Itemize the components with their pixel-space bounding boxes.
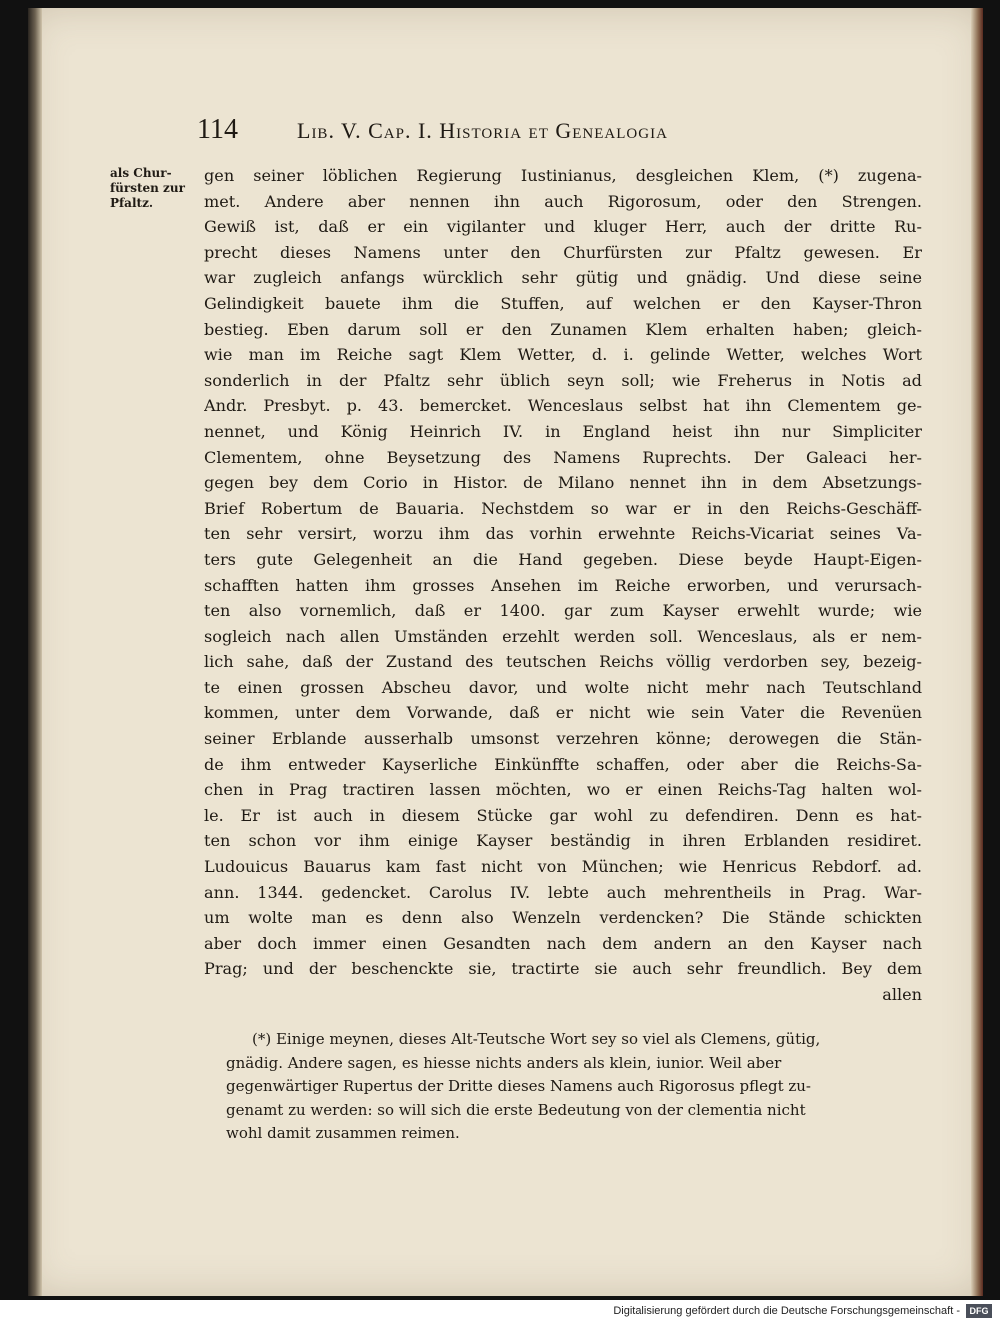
footnote-line: genamt zu werden: so will sich die erste Bedeutung von der clementia nicht	[226, 1100, 806, 1119]
body-line: le. Er ist auch in diesem Stücke gar wohl zu defendiren. Denn es hat-	[204, 805, 922, 825]
body-line: Clementem, ohne Beysetzung des Namens Ruprechts. Der Galeaci her-	[204, 447, 922, 467]
margin-note-line: Pfaltz.	[110, 196, 154, 210]
body-line: kommen, unter dem Vorwande, daß er nicht wie sein Vater die Revenüen	[204, 703, 922, 723]
body-line: Ludouicus Bauarus kam fast nicht von München; wie Henricus Rebdorf. ad.	[204, 857, 922, 877]
running-head-title: Lib. V. Cap. I. Historia et Genealogia	[297, 118, 668, 143]
body-line: sonderlich in der Pfaltz sehr üblich seyn soll; wie Freherus in Notis ad	[204, 370, 922, 390]
body-line: lich sahe, daß der Zustand des teutschen Reichs völlig verdorben sey, bezeig-	[204, 652, 922, 672]
body-line: met. Andere aber nennen ihn auch Rigorosum, oder den Strengen.	[204, 191, 922, 211]
page-number: 114	[197, 114, 238, 145]
footnote-line: (*) Einige meynen, dieses Alt-Teutsche Wort sey so viel als Clemens, gütig,	[252, 1030, 821, 1048]
margin-note-line: als Chur-	[110, 166, 172, 180]
body-line: ters gute Gelegenheit an die Hand gegeben. Diese beyde Haupt-Eigen-	[204, 549, 922, 569]
body-line: schafften hatten ihm grosses Ansehen im Reiche erworben, und verursach-	[204, 575, 922, 595]
body-line: aber doch immer einen Gesandten nach dem andern an den Kayser nach	[204, 933, 922, 953]
body-line: Gelindigkeit bauete ihm die Stuffen, auf welchen er den Kayser-Thron	[204, 293, 922, 313]
body-line: bestieg. Eben darum soll er den Zunamen Klem erhalten haben; gleich-	[204, 319, 922, 339]
footnote	[226, 1028, 926, 1146]
body-line: Prag; und der beschenckte sie, tractirte sie auch sehr freundlich. Bey dem	[204, 959, 922, 979]
body-line: Gewiß ist, daß er ein vigilanter und kluger Herr, auch der dritte Ru-	[204, 217, 922, 237]
margin-note	[110, 166, 210, 211]
body-line: gen seiner löblichen Regierung Iustinianus, desgleichen Klem, (*) zugena-	[204, 166, 922, 185]
footnote-line: gegenwärtiger Rupertus der Dritte dieses Namens auch Rigorosus pflegt zu-	[226, 1077, 811, 1095]
running-head	[197, 114, 817, 154]
body-line: sogleich nach allen Umständen erzehlt werden soll. Wenceslaus, als er nem-	[204, 626, 922, 646]
footnote-line: gnädig. Andere sagen, es hiesse nichts anders als klein, iunior. Weil aber	[226, 1053, 782, 1072]
margin-note-line: fürsten zur	[110, 181, 185, 195]
footnote-line: wohl damit zusammen reimen.	[226, 1124, 460, 1142]
body-line: chen in Prag tractiren lassen möchten, wo er einen Reichs-Tag halten wol-	[204, 780, 922, 800]
body-line: ten also vornemlich, daß er 1400. gar zum Kayser erwehlt wurde; wie	[204, 601, 922, 621]
body-line: war zugleich anfangs würcklich sehr gütig und gnädig. Und diese seine	[204, 268, 922, 288]
funding-credit: Digitalisierung gefördert durch die Deutsche Forschungsgemeinschaft -	[613, 1305, 960, 1317]
catchword: allen	[882, 985, 922, 1004]
body-line: Brief Robertum de Bauaria. Nechstdem so war er in den Reichs-Geschäff-	[204, 498, 922, 518]
body-line: de ihm entweder Kayserliche Einkünffte schaffen, oder aber die Reichs-Sa-	[204, 754, 922, 774]
body-line: seiner Erblande ausserhalb umsonst verzehren könne; derowegen die Stän-	[204, 729, 922, 749]
body-line: ten schon vor ihm einige Kayser beständig in ihren Erblanden residiret.	[204, 831, 922, 851]
dfg-logo[interactable]: DFG	[966, 1304, 992, 1318]
page-edge	[971, 8, 983, 1296]
book-spine-shadow	[28, 8, 42, 1296]
body-line: Andr. Presbyt. p. 43. bemercket. Wenceslaus selbst hat ihn Clementem ge-	[204, 396, 922, 416]
body-line: gegen bey dem Corio in Histor. de Milano nennet ihn in dem Absetzungs-	[204, 473, 922, 493]
body-line: nennet, und König Heinrich IV. in England heist ihn nur Simpliciter	[204, 421, 922, 441]
body-line: um wolte man es denn also Wenzeln verdencken? Die Stände schickten	[204, 908, 922, 928]
body-line: wie man im Reiche sagt Klem Wetter, d. i. gelinde Wetter, welches Wort	[204, 345, 922, 365]
body-line: ten sehr versirt, worzu ihm das vorhin erwehnte Reichs-Vicariat seines Va-	[204, 524, 922, 544]
body-line: ann. 1344. gedencket. Carolus IV. lebte auch mehrentheils in Prag. War-	[204, 882, 922, 902]
body-line: te einen grossen Abscheu davor, und wolte nicht mehr nach Teutschland	[204, 677, 922, 697]
body-line: precht dieses Namens unter den Churfürsten zur Pfaltz gewesen. Er	[204, 242, 922, 262]
funding-footer	[0, 1300, 1000, 1323]
body-text	[204, 163, 922, 1008]
